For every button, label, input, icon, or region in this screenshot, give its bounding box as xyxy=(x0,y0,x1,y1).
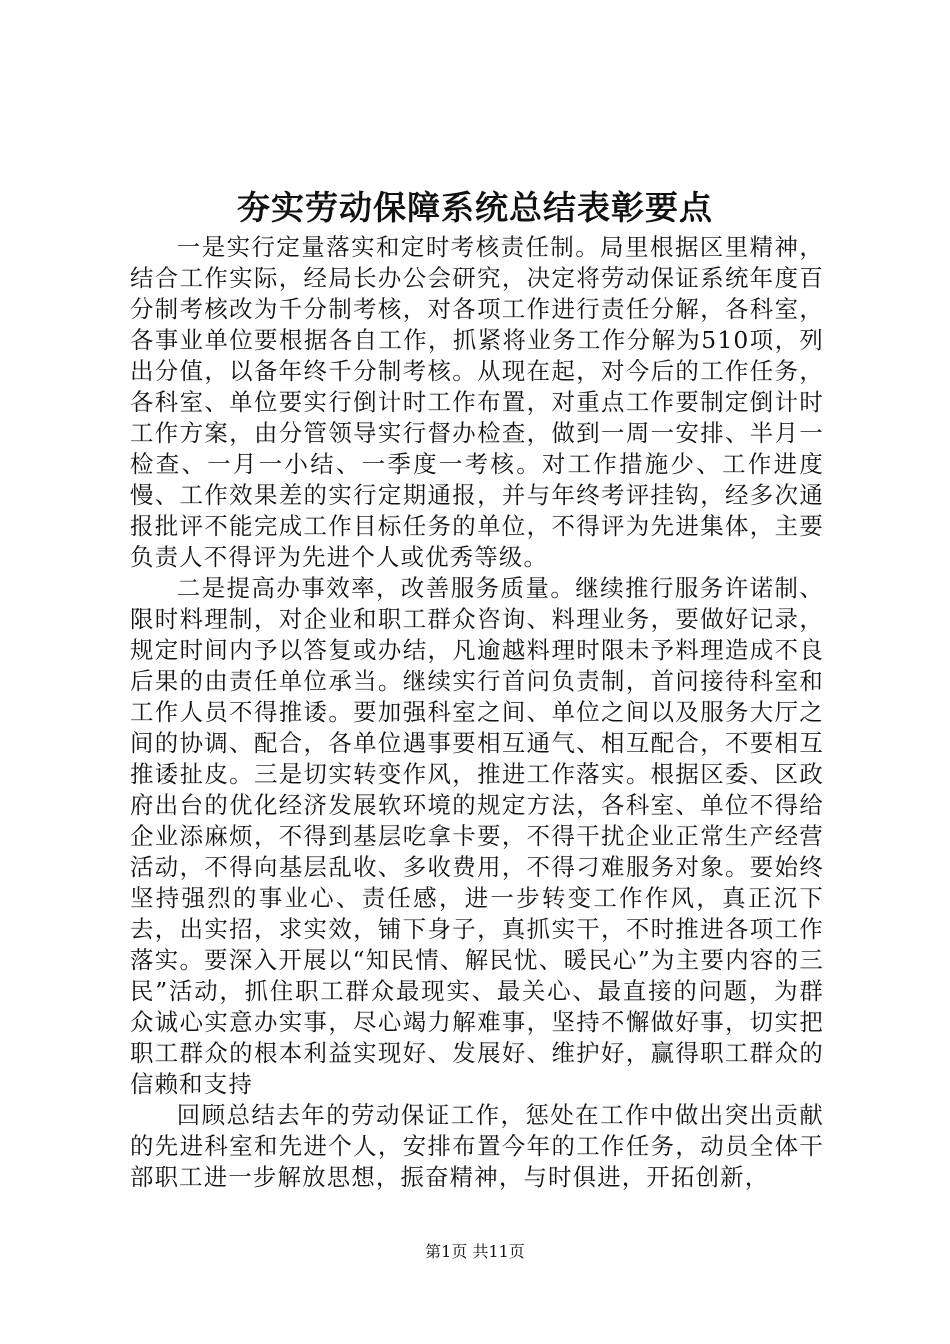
document-title: 夯实劳动保障系统总结表彰要点 xyxy=(237,188,713,227)
paragraph-3: 回顾总结去年的劳动保证工作，惩处在工作中做出突出贡献的先进科室和先进个人，安排布置今年的工作任务，动员全体干部职工进一步解放思想，振奋精神，与时俱进，开拓创新， xyxy=(130,1101,824,1191)
page-footer xyxy=(0,1241,950,1263)
page-number: 第1页 共11页 xyxy=(425,1242,525,1261)
paragraph-2: 二是提高办事效率，改善服务质量。继续推行服务许诺制、限时料理制，对企业和职工群众咨询、料理业务，要做好记录，规定时间内予以答复或办结，凡逾越料理时限未予料理造成不良后果的由责任单位承当。继续实行首问负责制，首问接待科室和工作人员不得推诿。要加强科室之间、单位之间以及服务大厅之间的协调、配合，各单位遇事要相互通气、相互配合，不要相互推诿扯皮。三是切实转变作风，推进工作落实。根据区委、区政府出台的优化经济发展软环境的规定方法，各科室、单位不得给企业添麻烦，不得到基层吃拿卡要，不得干扰企业正常生产经营活动，不得向基层乱收、多收费用，不得刁难服务对象。要始终坚持强烈的事业心、责任感，进一步转变工作作风，真正沉下去，出实招，求实效，铺下身子，真抓实干，不时推进各项工作落实。要深入开展以“知民情、解民忧、暖民心”为主要内容的三民”活动，抓住职工群众最现实、最关心、最直接的问题，为群众诚心实意办实事，尽心竭力解难事，坚持不懈做好事，切实把职工群众的根本利益实现好、发展好、维护好，赢得职工群众的信赖和支持 xyxy=(130,574,824,1098)
document-body xyxy=(130,232,824,1193)
paragraph-1: 一是实行定量落实和定时考核责任制。局里根据区里精神，结合工作实际，经局长办公会研究，决定将劳动保证系统年度百分制考核改为千分制考核，对各项工作进行责任分解，各科室，各事业单位要根据各自工作，抓紧将业务工作分解为510项，列出分值，以备年终千分制考核。从现在起，对今后的工作任务，各科室、单位要实行倒计时工作布置，对重点工作要制定倒计时工作方案，由分管领导实行督办检查，做到一周一安排、半月一检查、一月一小结、一季度一考核。对工作措施少、工作进度慢、工作效果差的实行定期通报，并与年终考评挂钩，经多次通报批评不能完成工作目标任务的单位，不得评为先进集体，主要负责人不得评为先进个人或优秀等级。 xyxy=(130,233,824,571)
